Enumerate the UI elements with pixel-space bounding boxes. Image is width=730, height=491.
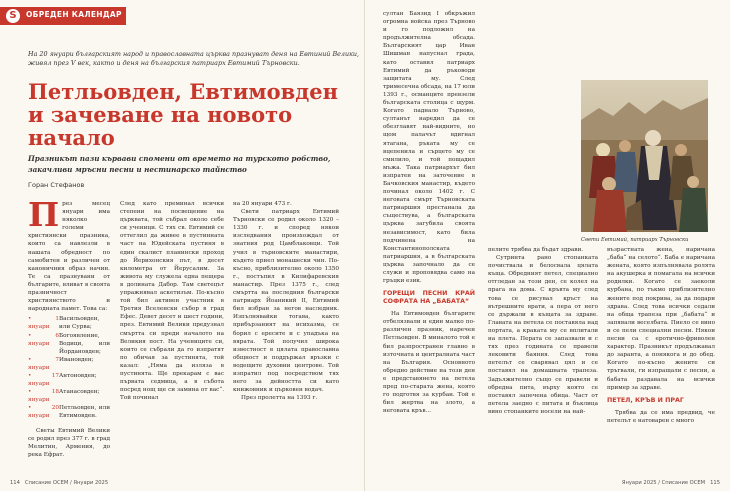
date-item: • 6 януари Богоявление, Водици, или Йордановден;	[28, 332, 110, 355]
text-column-6	[607, 246, 715, 425]
date-item: • 1 януари Васильовден, или Сурва;	[28, 316, 100, 331]
paragraph: Свети патриарх Евтимий Търновски се родил около 1320 – 1330 г. и според някои изследвания произхождал от знатния род Цамблаковци. Той учил в търновските манастири, където приел монашески чин. По-късно, приблизително около 1350 г., постъпил в Килифаревския манастир. През 1375 г., след смъртта на последния български патриарх Йоаникий II, Евтимий бил избран за негов наследник. Изпълнявайки тогава, както прибързаният на исихазма, се борил с ересите и с упадъка на вярата. Той получил широка известност в цялата православна общност и поддържал връзки с водещите духовни центрове. Той изпратил под посредством тях него за дейността си като книжовник и църковен водач.	[233, 209, 339, 394]
paragraph: султан Баязид I обкръжил огромна войска през Търново и го подложил на продължителна обсада. Българският цар Иван Шишман напуснал града, като оставил патриарх Евтимий да ръководи защитата му. След тримесечна обсада, на 17 юли 1393 г., османците превзели българската столица с щурм. Когато паднало Търново, султанът наредил да се обезглавят най-видните, но щом палачът вдигнал ятагана, ръката му се вцепенила и сърцето му се смилило, и той пощадил мъжа. Така патриархът бил изпратен на заточение в Бачковския манастир, където починал около 1402 г. С неговата смърт Търновската патриаршия престанала да съществува, а българската църква загубила своята независимост, като била подчинена на Константинополската патриаршия, а в българската църква започнало да се служи и проповядва само на гръцки език.	[383, 11, 475, 285]
date-item: • 7 януари Ивановден;	[28, 356, 94, 371]
paragraph: На Евтимовден българите отбелязвали и един малко по-различен празник, наречен Петльовден. В миналото той е бил разпространен главно в източната и централната част на България. Основното обредно действие на този ден е представянето на петела пред по-старата жена, която го подготвя за курбан. Той е бил жертва на злото, а неговата кръв...	[383, 311, 475, 415]
text-column-1	[28, 195, 110, 459]
paragraph: на 20 януари 473 г.	[233, 201, 292, 207]
publication-info: Списание ОСЕМ / Януари 2025	[24, 480, 109, 486]
text-column-4	[383, 10, 475, 415]
date-list	[28, 315, 110, 420]
date-item: • 18 януари Атанасовден;	[28, 389, 100, 404]
article-title: Петльовден, Евтимовден и зачеване на новото начало	[28, 79, 338, 150]
drop-cap: П	[28, 195, 60, 234]
date-item: • 17 януари Антоновден;	[28, 372, 97, 388]
patriarch-painting	[581, 80, 708, 232]
text-column-2	[120, 200, 224, 402]
section-subheading: ГОРЕЩИ ПЕСНИ КРАЙ СОФРАТА НА „БАБАТА“	[383, 290, 475, 306]
paragraph: пелите трябва да бъдат здрави.	[488, 247, 584, 253]
image-caption: Свети Евтимий, патриарх Търновски	[581, 237, 689, 243]
magazine-logo-icon: S	[6, 9, 20, 23]
page-footer-right	[622, 480, 720, 486]
article-subtitle: Празникът пази кървави спомени от времето на турското робство, закачливи мръсни песни и нестинарско тайнство	[28, 154, 331, 174]
date-item: • 20 януари Петльовден, или Евтимовден.	[28, 405, 110, 420]
right-page	[365, 0, 730, 491]
paragraph: След като преминал всички степени на посвещение на църквата, той събрал около себе си ученици. С тях св. Евтимий се оттеглил да живее в пустинната част на Юдейската пустиня в един скалист планински проход до Йерихонския път, в десет километра от Йерусалим. За живота му служела една пещера в долината Дабор. Там светецът упражнявал аскетизъм. По-късно той бил активен участник в Третия Вселенски събор в град Ефес. Девет десет и шест години, през. Евтимий Велики предузнал смъртта си преди началото на Великия пост. На учениците си, които се събрали да го изпратят по обичая за пустинята, той казал: „Няма да изляза в пустинята. Ще прекарам с вас първата седмица, а в събота посред нощ ще си замина от вас“. Той починал	[120, 201, 224, 402]
paragraph: През пролетта на 1393 г.	[241, 395, 318, 402]
page-number: 115	[710, 480, 720, 486]
paragraph: Трябва да се има предвид, че петелът е натоварен с много	[607, 409, 715, 424]
publication-info: Януари 2025 / Списание ОСЕМ	[621, 480, 706, 486]
paragraph: възрастната жена, наричана „баба“ на селото“. Баба е наричана жената, която изпълнявала ролята на акушерка и помагала на всички родилки. Когато се заеколи курбана, по тъкмо приблизително жените под покрива, за да подари здрава. След това всички седали на обща трапеза при „бабата“ и запявали веселбата. Пиело се вино и се пели специални песни. Някои песни са с еротично-фриволен характер. Празникът продължавал до заранта, а понякога и до обед. Когато по-късно жените си тръгвали, ги изпращали с песни, а бабата раздавала на всички пример за здраве.	[607, 247, 715, 391]
paragraph: рез месец януари има няколко големи християнски празника, които са навлезли в нашата обредност по самобитен и различен от каноничния образ начин. Те са празнувани от българите, вливат в своята празничност християнството и народната памет. Това са:	[28, 201, 110, 313]
paragraph: Светы Евтимий Велики се родил през 377 г. в град Мелитин, Армения, до река Ефрат.	[28, 427, 110, 458]
lead-paragraph: На 20 януари българският народ и православната църква празнуват деня на Евтиний Велики, живял през V век, както и деня на българския патриарх Евтимий Търновски.	[28, 50, 360, 67]
page-footer-left	[10, 480, 108, 486]
section-label: ОБРЕДЕН КАЛЕНДАР	[26, 10, 122, 19]
section-subheading: ПЕТЕЛ, КРЪВ И ПРАГ	[607, 396, 684, 404]
text-column-3	[233, 200, 339, 402]
page-number: 114	[10, 480, 20, 486]
paragraph: Сутринта рано стопанката почиствала и белосвала цялата къща. Обредният петел, специално отгледан за този ден, се колел на прага на дома. С кръвта му след това се рисувал кръст на вътрешните врати, а пера от него се държали в къщата за здраве. Главата на петела се поставяла над портата, а краката му се вплитали на плета. Перата се запазвали и с тях през годината се правели лековити баяния. След това петелът се сварявал цял и се поставял на домашната трапеза. Задължително също се правели и обредна пита, върху която се поставял запечена обица. Част от петела заедно с питата и бъклица вино стопанките носели на най-	[488, 255, 598, 415]
author-byline: Горан Стефанов	[28, 181, 85, 189]
text-column-5	[488, 246, 598, 416]
